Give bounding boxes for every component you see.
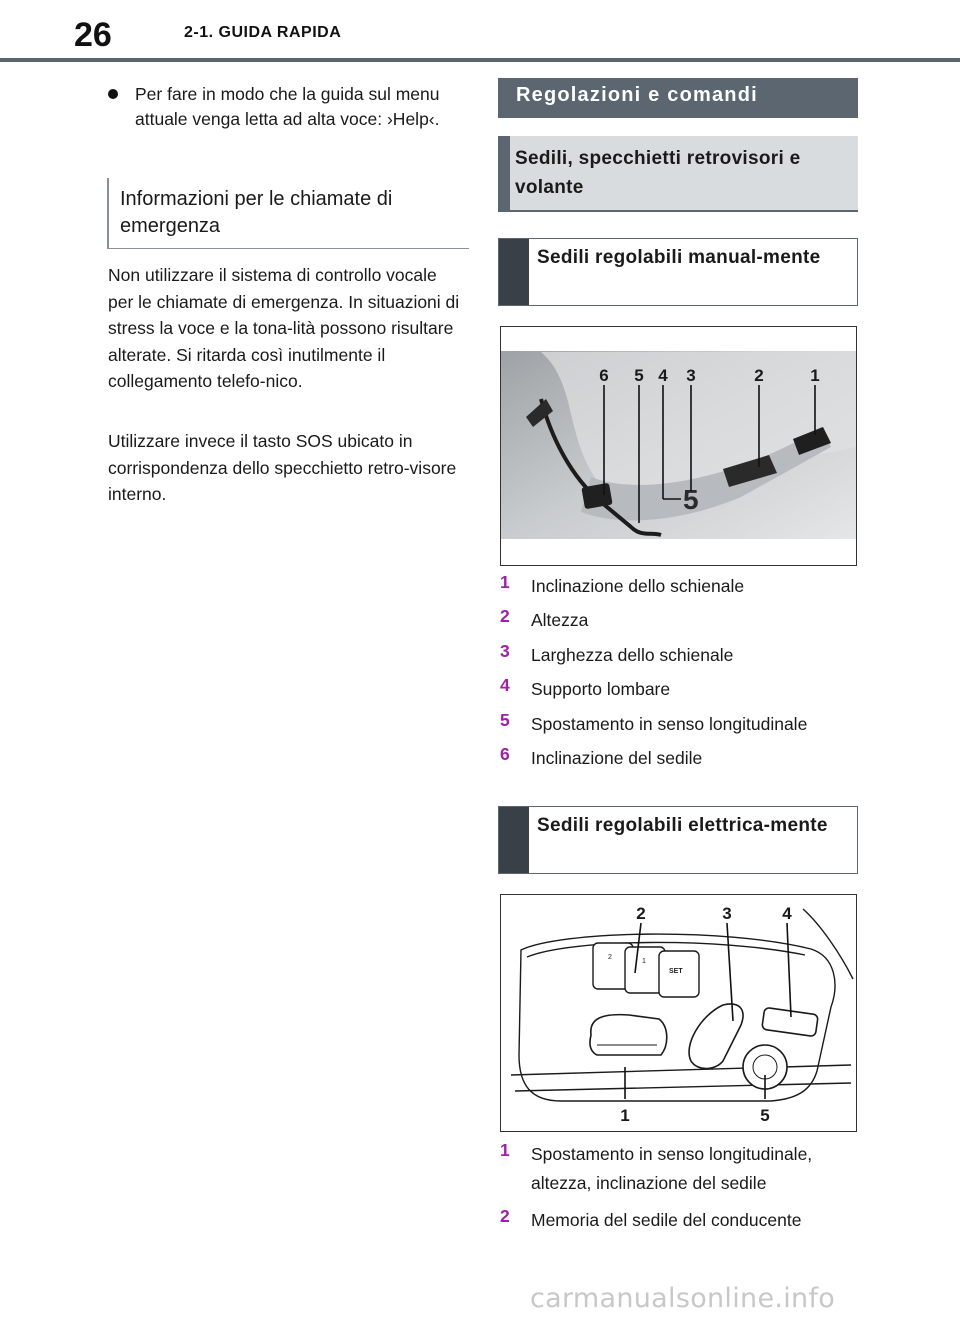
- emergency-paragraph-2: Utilizzare invece il tasto SOS ubicato in corrispondenza dello specchietto retro-visore interno.: [108, 431, 457, 504]
- sub-heading-text: Sedili, specchietti retrovisori e volante: [515, 148, 801, 198]
- manual-callout-5: 5: [634, 366, 644, 385]
- sub-heading-bar: [498, 136, 510, 210]
- seat-cushion-switch[interactable]: [590, 1015, 667, 1055]
- control-panel-outline: [511, 909, 853, 1101]
- electric-seat-controls-illustration: [500, 894, 857, 1132]
- electric-callout-2: 2: [636, 904, 646, 923]
- lumbar-knob-mark: 5: [683, 484, 699, 515]
- legend-label: Spostamento in senso longitudinale, altezza, inclinazione del sedile: [531, 1144, 813, 1193]
- electric-callout-3: 3: [722, 904, 732, 923]
- sub-heading: [498, 136, 858, 212]
- main-heading: [498, 78, 858, 118]
- manual-seat-legend: [500, 572, 860, 772]
- legend-number: 4: [500, 675, 510, 695]
- electric-seats-heading-text: Sedili regolabili elettrica-mente: [537, 815, 828, 836]
- legend-label: Inclinazione dello schienale: [531, 576, 745, 596]
- emergency-calls-heading-text: Informazioni per le chiamate di emergenza: [120, 188, 393, 237]
- bullet-icon: [108, 89, 118, 99]
- backrest-switch[interactable]: [689, 1004, 743, 1069]
- electric-callout-4: 4: [782, 904, 792, 923]
- memory-button-1-label: 1: [642, 958, 646, 965]
- main-heading-text: Regolazioni e comandi: [516, 84, 758, 106]
- manual-callout-3: 3: [686, 366, 696, 385]
- watermark: carmanualsonline.info: [530, 1283, 836, 1314]
- legend-label: Supporto lombare: [531, 679, 671, 699]
- header-rule: [0, 58, 960, 62]
- legend-label: Spostamento in senso longitudinale: [531, 714, 808, 734]
- manual-callout-6: 6: [599, 366, 609, 385]
- legend-label: Larghezza dello schienale: [531, 645, 734, 665]
- memory-button-2-label: 2: [608, 954, 612, 961]
- legend-number: 5: [500, 710, 510, 730]
- memory-buttons: [593, 943, 699, 997]
- electric-seats-heading-bar: [499, 807, 529, 873]
- page-number: 26: [74, 16, 112, 54]
- manual-seats-heading-bar: [499, 239, 529, 305]
- manual-seats-heading-text: Sedili regolabili manual-mente: [537, 247, 821, 268]
- section-title: 2-1. GUIDA RAPIDA: [184, 24, 342, 41]
- manual-seat-illustration: [500, 326, 857, 566]
- emergency-paragraph-1: Non utilizzare il sistema di controllo vocale per le chiamate di emergenza. In situazioni di stress la voce e la tona-lità possono risultare alterate. Si ritarda così inutilmente il collegamento telefo-nico.: [108, 265, 460, 391]
- electric-seats-heading: [498, 806, 858, 874]
- electric-callout-5: 5: [760, 1106, 770, 1125]
- memory-set-label: SET: [669, 968, 683, 975]
- legend-number: 6: [500, 744, 510, 764]
- manual-callout-2: 2: [754, 366, 764, 385]
- manual-callout-1: 1: [810, 366, 820, 385]
- legend-label: Altezza: [531, 610, 589, 630]
- help-bullet-text: Per fare in modo che la guida sul menu attuale venga letta ad alta voce: ›Help‹.: [135, 84, 440, 129]
- emergency-calls-heading: [107, 178, 469, 249]
- legend-number: 3: [500, 641, 510, 661]
- legend-label: Inclinazione del sedile: [531, 748, 703, 768]
- electric-callout-1: 1: [620, 1106, 630, 1125]
- legend-number: 2: [500, 606, 510, 626]
- manual-seats-heading: [498, 238, 858, 306]
- legend-number: 1: [500, 1140, 510, 1160]
- legend-number: 2: [500, 1206, 510, 1226]
- legend-label: Memoria del sedile del conducente: [531, 1210, 802, 1230]
- legend-number: 1: [500, 572, 510, 592]
- electric-seat-legend: [500, 1140, 860, 1240]
- manual-callout-4: 4: [658, 366, 668, 385]
